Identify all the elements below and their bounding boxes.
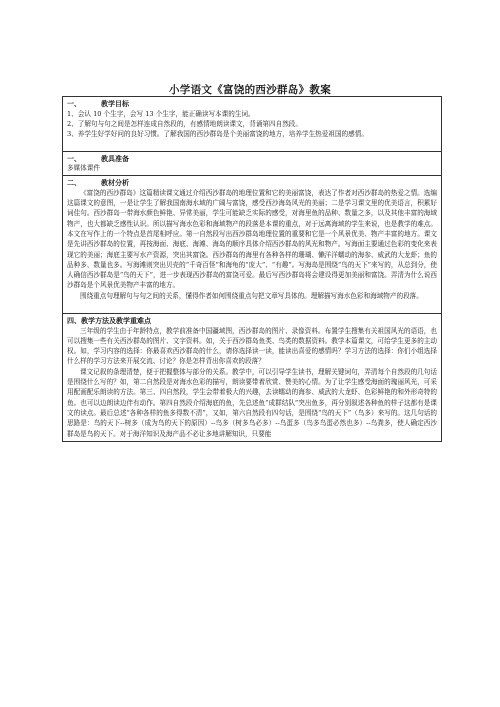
section-heading — [67, 154, 437, 164]
section-teaching-goals — [63, 97, 441, 151]
goal-item: 3、养学生好学好问的良好习惯。了解我国的西沙群岛是个美丽富饶的地方，培养学生热爱祖国的感情。 — [67, 129, 368, 138]
section-title: 教材分析 — [101, 178, 129, 188]
methods-paragraph: 课文记叙的条理清楚，便于把握整体与部分的关系。教学中，可以引导学生读书，理解关键词句，弄清每个自然段的几句话是围绕什么写的？如，第二自然段是对海水色彩的描写，朗读要带着欣赏、赞美的心情。为了让学生感受海面的瑰丽风光，可采用配画配乐朗读的方法。第三、四自然段，学生会带着极大的兴趣，去读蠕动的海参、威武的大龙虾、色彩鲜艳的和外形奇特的鱼。也可以边朗读边伴有动作。第四自然段介绍海底的鱼，先总述鱼“成群结队”突出鱼多，再分别叙述各种鱼的样子这都有是课文的读点。最后总述“各种各样的鱼多得数不清”，又如，第六自然段有四句话，是围绕“鸟的天下”（鸟多）来写的。这几句话的思路是：鸟的天下--树多（成为鸟的天下的原因）--鸟多（树多鸟必多）--鸟蛋多（鸟多鸟蛋必然也多）--鸟粪多，使人确定西沙群岛是鸟的天下。对于海洋知识及海产品不必让多地讲解知识，只要能 — [67, 367, 437, 438]
analysis-paragraph: 围绕重点句理解句与句之间的关系，懂得作者如何围绕重点句把文章写具体的。理解描写海水色彩和海域物产的段落。 — [80, 291, 423, 300]
lesson-plan-table — [62, 96, 442, 442]
methods-paragraph: 三年级的学生由于年龄特点，教学前准备中国疆域图，西沙群岛的图片、录像资料。布置学生搜集有关祖国风光的语语，也可以搜集一些有关西沙群岛的图片、文字资料。如，关于西沙群岛鱼类、鸟类的数据资料。教学本篇课文，可给学生更多的主动权。如，学习内容的选择：你最喜欢西沙群岛的什么，请你选择读一读，能读出喜爱的感情吗？学习方法的选择：你们小组选择什么样的学习方法来开展交流、讨论？你是怎样背出你喜欢的段落？ — [67, 326, 437, 366]
goal-item: 1、会认 10 个生字，会写 13 个生字，能正确读写本课的生词。 — [67, 109, 255, 118]
goal-item: 2、了解句与句之间是怎样连成自然段的，有感情地朗读课文，背诵第四自然段。 — [67, 119, 302, 128]
section-title: 教学目标 — [101, 99, 129, 108]
section-methods — [63, 313, 441, 441]
section-heading — [67, 178, 437, 188]
section-teaching-aids — [63, 151, 441, 176]
section-title: 教学方法及教学重难点 — [81, 316, 151, 326]
section-title: 教具准备 — [101, 153, 129, 163]
document-title: 小学语文《富饶的西沙群岛》教案 — [169, 84, 331, 96]
section-heading — [67, 316, 437, 326]
analysis-paragraph: 《富饶的西沙群岛》这篇精读课文通过介绍西沙群岛的地理位置和它的美丽富饶，表达了作者对西沙群岛的热爱之情。选编这篇课文的意图，一是让学生了解我国南海水域的广阔与富饶，感受西沙海岛风光的美丽；二是学习课文里的优美语言，积累好词佳句。西沙群岛一带海水颜色鲜艳、异常美丽，学生可能缺乏实际的感受，对海里鱼的品种、数量之多，以及其他丰富的海域物产，也大都缺乏感性认识。所以描写海水色彩和海域物产的段落是本课的重点，对于远离海域的学生来说，也是教学的难点。本文在写作上的一个特点是首尾相呼应。第一自然段写出西沙群岛地理位置的重要和它是一个风景优美、物产丰富的地方。课文是先讲西沙群岛的位置，再按海面、海底、海滩、海岛的顺序具体介绍西沙群岛的风光和物产。写海面主要通过色彩的变化来表现它的美丽；海底主要写水产资源，突出其富饶。西沙群岛的海里有各种各样的珊瑚、懒洋洋蠕动的海参、威武的大龙虾；鱼的品种多、数量也多。写海滩则突出贝壳的“千奇百怪”和海龟的“庞大”、“有趣”。写海岛是围绕“鸟的天下”来写的，从总到分，使人确信西沙群岛是“鸟的天下”，进一步表现西沙群岛的富饶可爱。最后写西沙群岛将会建设得更加美丽和富饶。弄清为什么说西沙群岛是个风景优美物产丰富的地方。 — [67, 188, 437, 290]
section-textbook-analysis — [63, 175, 441, 313]
aids-text: 多媒体课件 — [67, 164, 100, 173]
section-number: 四、 — [67, 316, 81, 326]
section-number: 一、 — [67, 153, 81, 163]
section-number: 二、 — [67, 178, 81, 188]
section-number: 一、 — [67, 99, 81, 108]
section-heading — [67, 99, 437, 109]
